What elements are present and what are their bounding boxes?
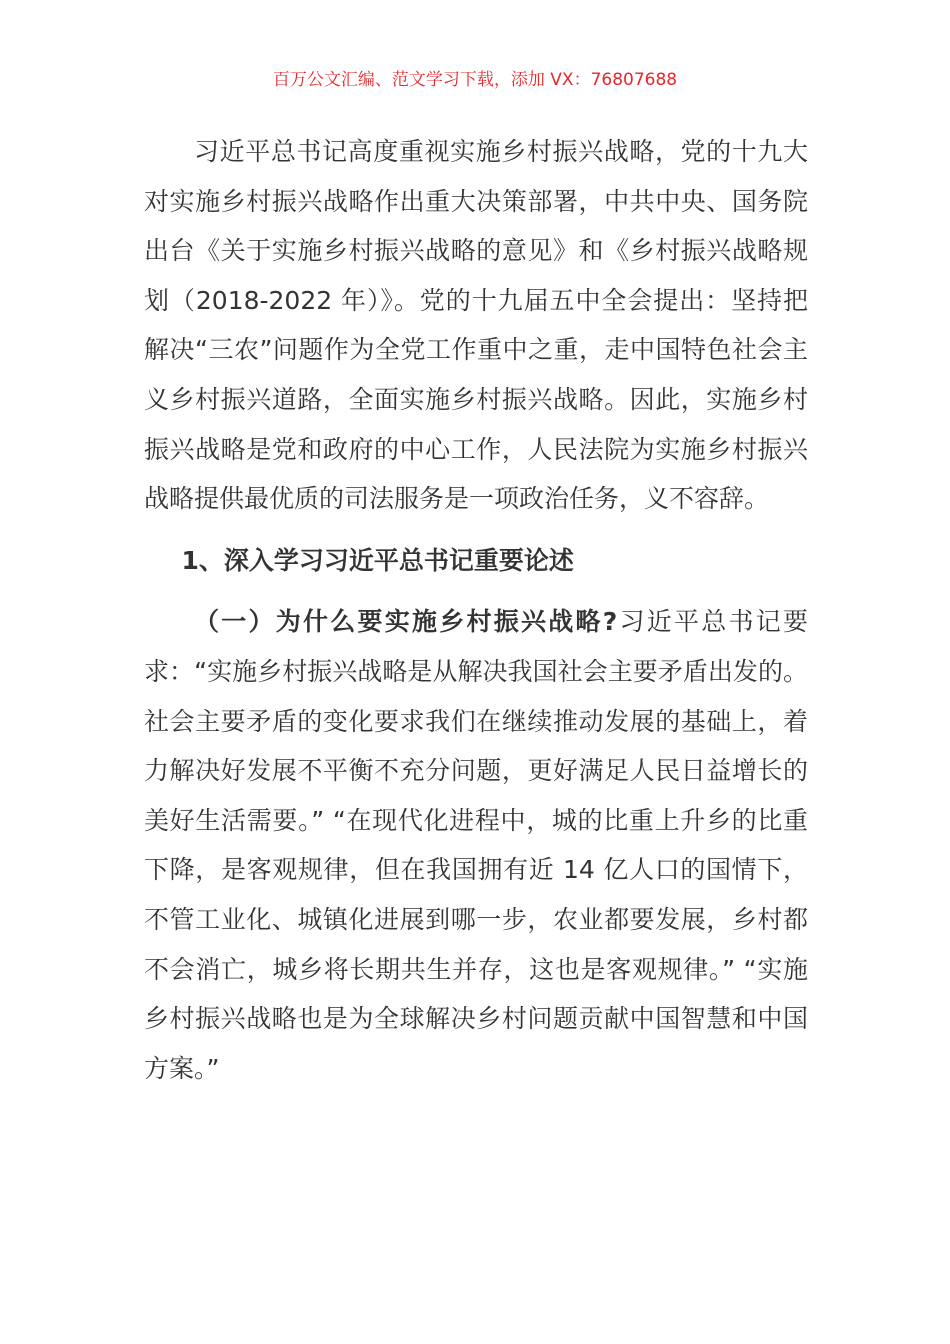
document-body [144,127,808,1093]
body-paragraph: 习近平总书记高度重视实施乡村振兴战略，党的十九大对实施乡村振兴战略作出重大决策部署，中共中央、国务院出台《关于实施乡村振兴战略的意见》和《乡村振兴战略规划（2018-2022 年）》。党的十九届五中全会提出：坚持把解决“三农”问题作为全党工作重中之重，走中国特色社会主义乡村振兴道路，全面实施乡村振兴战略。因此，实施乡村振兴战略是党和政府的中心工作，人民法院为实施乡村振兴战略提供最优质的司法服务是一项政治任务，义不容辞。 [144,137,808,514]
sub-heading: （一）为什么要实施乡村振兴战略? [194,607,618,637]
quote-text: 习近平总书记要求：“实施乡村振兴战略是从解决我国社会主要矛盾出发的。社会主要矛盾的变化要求我们在继续推动发展的基础上，着力解决好发展不平衡不充分问题，更好满足人民日益增长的美好生活需要。” “在现代化进程中，城的比重上升乡的比重下降，是客观规律，但在我国拥有近 14 亿人口的国情下，不管工业化、城镇化进展到哪一步，农业都要发展，乡村都不会消亡，城乡将长期共生并存，这也是客观规律。” “实施乡村振兴战略也是为全球解决乡村问题贡献中国智慧和中国方案。” [144,607,808,1083]
body-paragraph-with-subheading [144,597,808,1093]
section-heading: 1、深入学习习近平总书记重要论述 [181,545,574,575]
header-banner: 百万公文汇编、范文学习下载，添加 VX：76807688 [272,70,678,90]
